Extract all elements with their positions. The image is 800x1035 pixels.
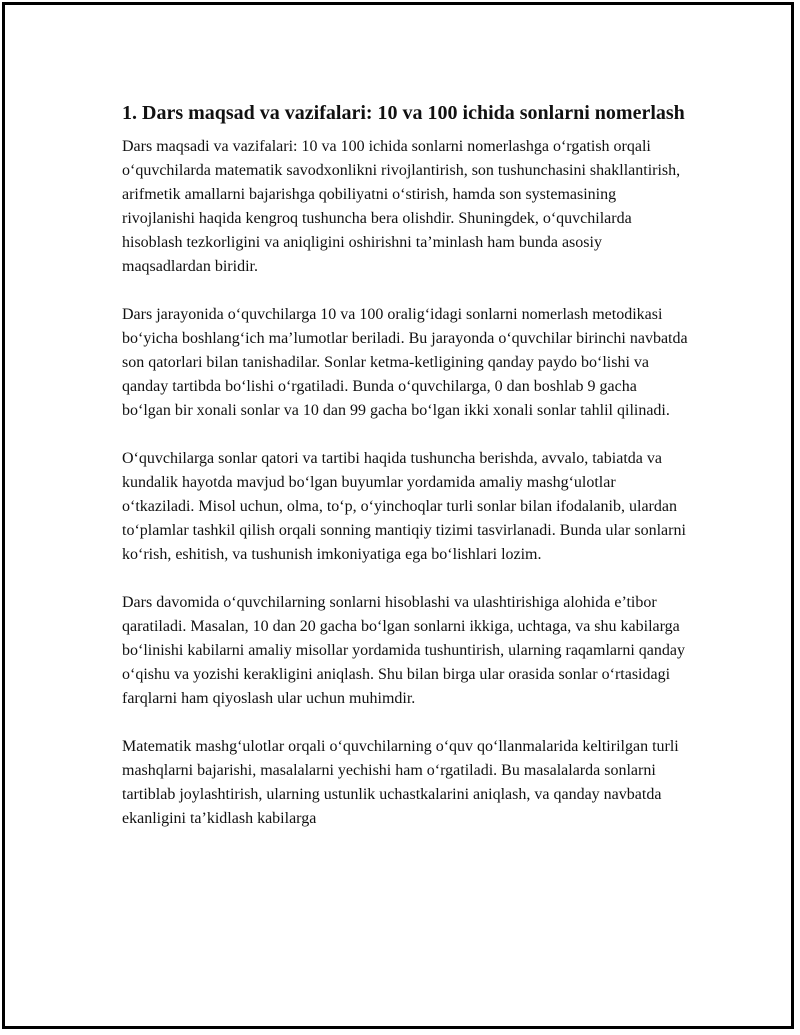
paragraph-3: O‘quvchilarga sonlar qatori va tartibi haqida tushuncha berishda, avvalo, tabiatda va kundalik hayotda mavjud bo‘lgan buyumlar yordamida amaliy mashg‘ulotlar o‘tkaziladi. Misol uchun, olma, to‘p, o‘yinchoqlar turli sonlar bilan ifodalanib, ulardan to‘plamlar tashkil qilish orqali sonning mantiqiy tizimi tasvirlanadi. Bunda ular sonlarni ko‘rish, eshitish, va tushunish imkoniyatiga ega bo‘lishlari lozim.: [122, 450, 686, 563]
page-title: 1. Dars maqsad va vazifalari: 10 va 100 ichida sonlarni nomerlash: [122, 102, 685, 124]
paragraph-4: Dars davomida o‘quvchilarning sonlarni hisoblashi va ulashtirishiga alohida e’tibor qaratiladi. Masalan, 10 dan 20 gacha bo‘lgan sonlarni ikkiga, uchtaga, va shu kabilarga bo‘linishi kabilarni amaliy misollar yordamida tushuntirish, ularning raqamlarni qanday o‘qishu va yozishi kerakligini aniqlash. Shu bilan birga ular orasida sonlar o‘rtasidagi farqlarni ham qiyoslash ular uchun muhimdir.: [122, 594, 685, 707]
paragraph-2: Dars jarayonida o‘quvchilarga 10 va 100 oralig‘idagi sonlarni nomerlash metodikasi bo‘yicha boshlang‘ich ma’lumotlar beriladi. Bu jarayonda o‘quvchilar birinchi navbatda son qatorlari bilan tanishadilar. Sonlar ketma-ketligining qanday paydo bo‘lishi va qanday tartibda bo‘lishi o‘rgatiladi. Bunda o‘quvchilarga, 0 dan boshlab 9 gacha bo‘lgan bir xonali sonlar va 10 dan 99 gacha bo‘lgan ikki xonali sonlar tahlil qilinadi.: [122, 306, 688, 419]
paragraph-1: Dars maqsadi va vazifalari: 10 va 100 ichida sonlarni nomerlashga o‘rgatish orqali o‘quvchilarda matematik savodxonlikni rivojlantirish, son tushunchasini shakllantirish, arifmetik amallarni bajarishga qobiliyatni o‘stirish, hamda son systemasining rivojlanishi haqida kengroq tushuncha bera olishdir. Shuningdek, o‘quvchilarda hisoblash tezkorligini va aniqligini oshirishni ta’minlash ham bunda asosiy maqsadlardan biridir.: [122, 138, 681, 275]
page-frame: [2, 2, 794, 1029]
paragraph-5: Matematik mashg‘ulotlar orqali o‘quvchilarning o‘quv qo‘llanmalarida keltirilgan turli mashqlarni bajarishi, masalalarni yechishi ham o‘rgatiladi. Bu masalalarda sonlarni tartiblab joylashtirish, ularning ustunlik uchastkalarini aniqlash, va qanday navbatda ekanligini ta’kidlash kabilarga: [122, 738, 679, 827]
document-body: [122, 99, 688, 855]
